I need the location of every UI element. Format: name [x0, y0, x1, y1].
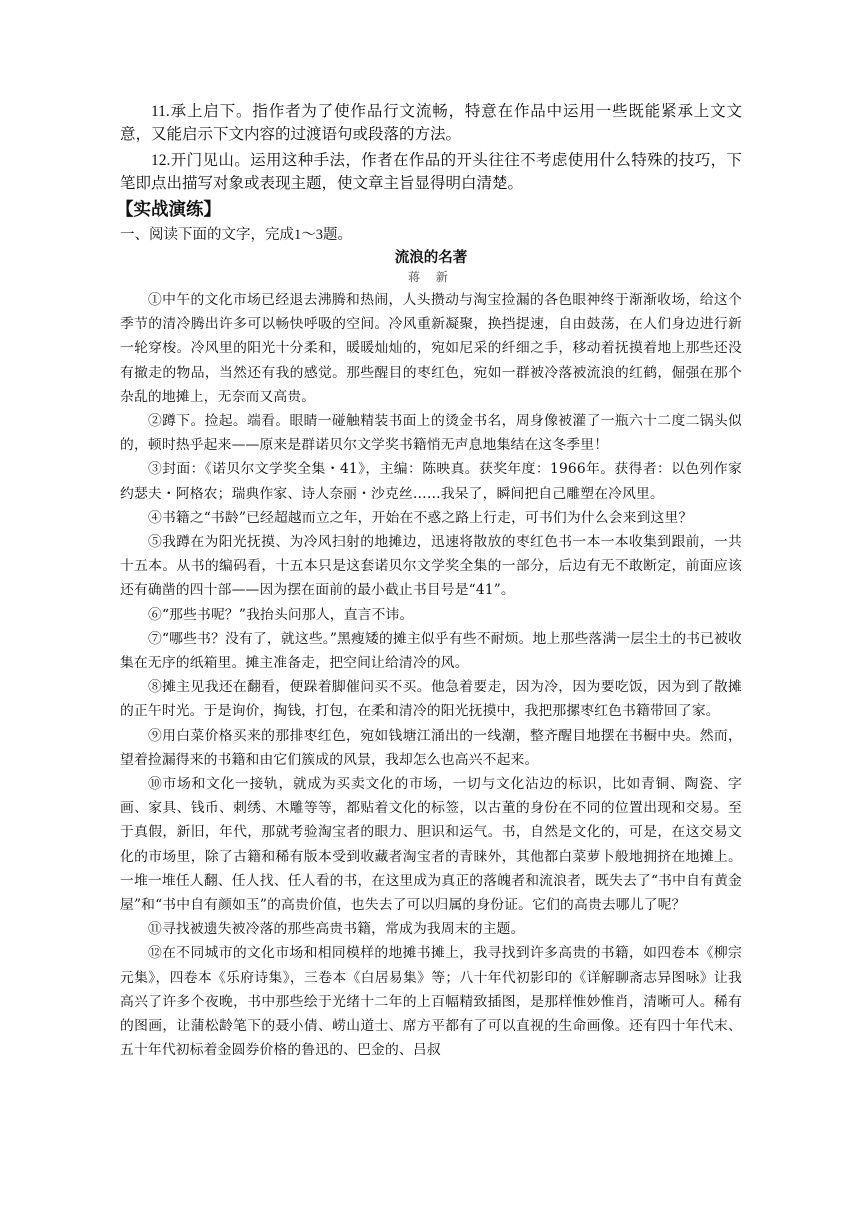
paragraph-3: ③封面：《诺贝尔文学奖全集・41》，主编：陈映真。获奖年度：1966年。获得者：以色列作家约瑟夫・阿格农；瑞典作家、诗人奈丽・沙克丝……我呆了，瞬间把自己雕塑在冷风里。	[120, 461, 742, 502]
paragraph-8: ⑧摊主见我还在翻看，便跺着脚催问买不买。他急着要走，因为冷，因为要吃饭，因为到了散摊的正午时光。于是询价，掏钱，打包，在柔和清冷的阳光抚摸中，我把那摞枣红色书籍带回了家。	[120, 679, 742, 720]
paragraph-5: ⑤我蹲在为阳光抚摸、为冷风扫射的地摊边，迅速将散放的枣红色书一本一本收集到跟前，一共十五本。从书的编码看，十五本只是这套诺贝尔文学奖全集的一部分，后边有无不敢断定，前面应该还有确凿的四十部——因为摆在面前的最小截止书目号是“41”。	[120, 534, 742, 599]
method-item-12: 12.开门见山。运用这种手法，作者在作品的开头往往不考虑使用什么特殊的技巧，下笔即点出描写对象或表现主题，使文章主旨显得明白清楚。	[120, 152, 742, 192]
article-title: 流浪的名著	[394, 250, 468, 266]
paragraph-12: ⑫在不同城市的文化市场和相同模样的地摊书摊上，我寻找到许多高贵的书籍，如四卷本《柳宗元集》，四卷本《乐府诗集》，三卷本《白居易集》等；八十年代初影印的《详解聊斋志异图咏》让我高兴了许多个夜晚，书中那些绘于光绪十二年的上百幅精致插图，是那样惟妙惟肖，清晰可人。稀有的图画，让蒲松龄笔下的聂小倩、崂山道士、席方平都有了可以直视的生命画像。还有四十年代末、五十年代初标着金圆券价格的鲁迅的、巴金的、吕叔	[120, 945, 742, 1059]
question-prompt: 一、阅读下面的文字，完成1～3题。	[120, 227, 352, 243]
paragraph-6: ⑥“那些书呢？”我抬头问那人，直言不讳。	[148, 606, 414, 623]
paragraph-9: ⑨用白菜价格买来的那排枣红色，宛如钱塘江涌出的一线潮，整齐醒目地摆在书橱中央。然而，望着捡漏得来的书籍和由它们簇成的风景，我却怎么也高兴不起来。	[120, 727, 742, 768]
section-heading: 【实战演练】	[116, 200, 221, 220]
page-content	[116, 100, 742, 1063]
paragraph-1: ①中午的文化市场已经退去沸腾和热闹，人头攒动与淘宝捡漏的各色眼神终于渐渐收场，给这个季节的清冷腾出许多可以畅快呼吸的空间。冷风重新凝聚，换挡提速，自由鼓荡，在人们身边进行新一轮穿梭。冷风里的阳光十分柔和，暖暖灿灿的，宛如尼采的纤细之手，移动着抚摸着地上那些还没有撤走的物品，当然还有我的感觉。那些醒目的枣红色，宛如一群被冷落被流浪的红鹤，倔强在那个杂乱的地摊上，无奈而又高贵。	[120, 292, 742, 405]
paragraph-10: ⑩市场和文化一接轨，就成为买卖文化的市场，一切与文化沾边的标识，比如青铜、陶瓷、字画、家具、钱币、刺绣、木雕等等，都贴着文化的标签，以古董的身份在不同的位置出现和交易。至于真假，新旧，年代，那就考验淘宝者的眼力、胆识和运气。书，自然是文化的，可是，在这交易文化的市场里，除了古籍和稀有版本受到收藏者淘宝者的青睐外，其他都白菜萝卜般地拥挤在地摊上。一堆一堆任人翻、任人找、任人看的书，在这里成为真正的落魄者和流浪者，既失去了“书中自有黄金屋”和“书中自有颜如玉”的高贵价值，也失去了可以归属的身份证。它们的高贵去哪儿了呢？	[120, 776, 742, 914]
paragraph-2: ②蹲下。捡起。端看。眼睛一碰触精装书面上的烫金书名，周身像被灌了一瓶六十二度二锅头似的，顿时热乎起来——原来是群诺贝尔文学奖书籍悄无声息地集结在这冬季里！	[120, 413, 742, 454]
paragraph-7: ⑦“哪些书？没有了，就这些。”黑瘦矮的摊主似乎有些不耐烦。地上那些落满一层尘土的书已被收集在无序的纸箱里。摊主准备走，把空间让给清冷的风。	[120, 630, 742, 672]
article-body	[120, 288, 742, 1063]
paragraph-4: ④书籍之“书龄”已经超越而立之年，开始在不惑之路上行走，可书们为什么会来到这里？	[148, 509, 693, 526]
method-item-11: 11.承上启下。指作者为了使作品行文流畅，特意在作品中运用一些既能紧承上文文意，又能启示下文内容的过渡语句或段落的方法。	[120, 103, 742, 143]
paragraph-11: ⑪寻找被遗失被冷落的那些高贵书籍，常成为我周末的主题。	[148, 921, 525, 938]
article-author: 蒋 新	[408, 270, 454, 284]
